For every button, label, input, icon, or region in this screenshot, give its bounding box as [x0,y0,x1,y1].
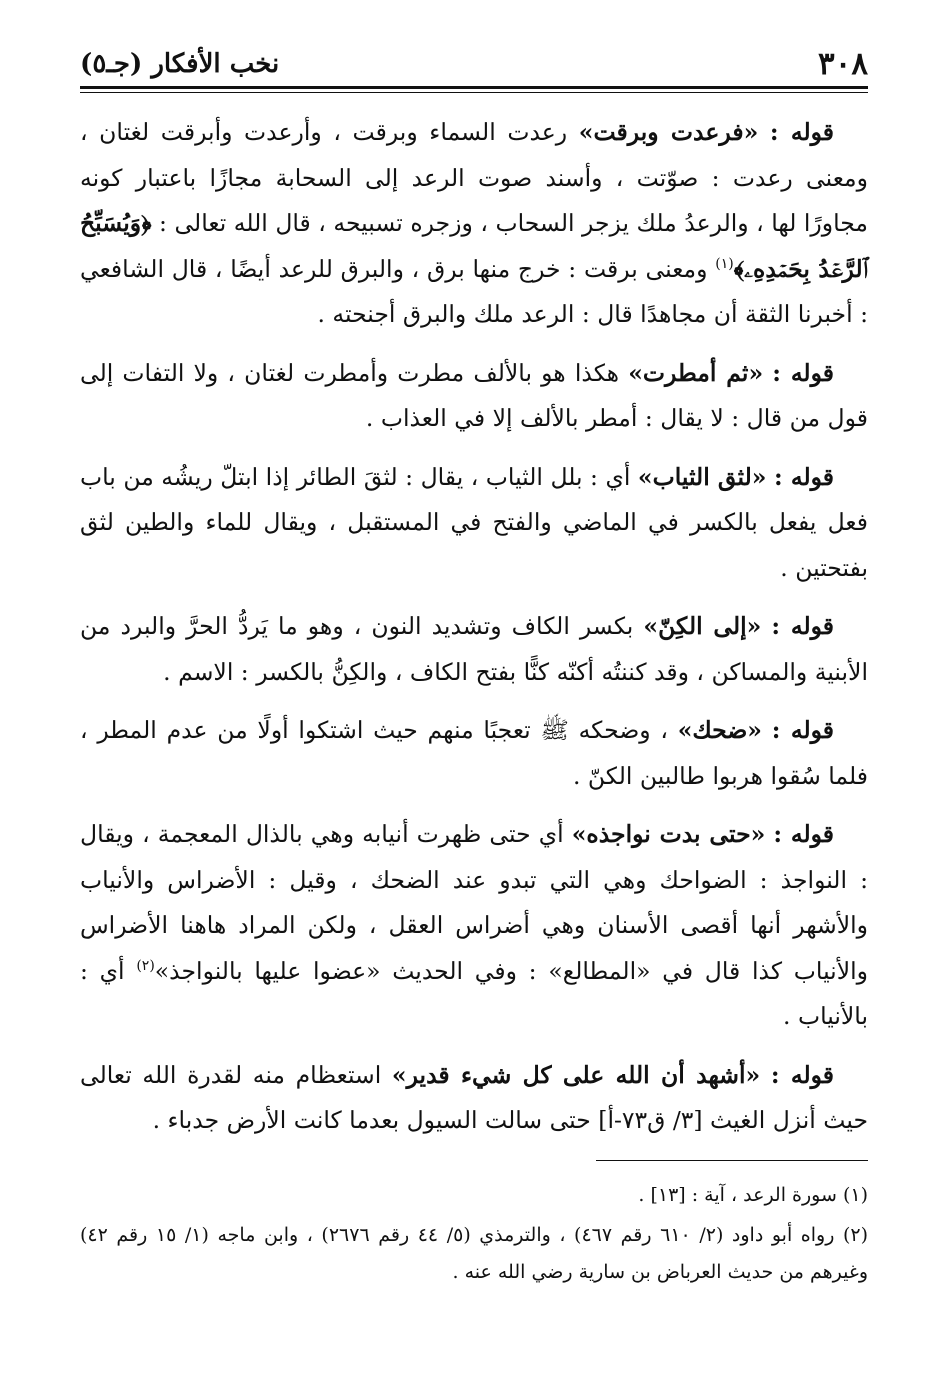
commentary-paragraph [80,812,868,1040]
paragraph-label: قوله : [773,820,834,848]
footnote-ref: (١) [715,255,734,272]
running-title: نخب الأفكار (جـ٥) [80,49,280,79]
page-header [80,44,868,84]
paragraph-text: هكذا هو بالألف مطرت وأمطرت لغتان ، ولا التفات إلى قول من قال : لا يقال : أمطر بالألف إلا في العذاب . [80,358,868,432]
paragraph-text: ، وضحكه ﷺ تعجبًا منهم حيث اشتكوا أولًا من عدم المطر ، فلما سُقوا هربوا طالبين الكنّ . [80,716,868,790]
paragraph-text-continued: ومعنى برقت : خرج منها برق ، والبرق للرعد أيضًا ، قال الشافعي : أخبرنا الثقة أن مجاهدًا قال : الرعد ملك والبرق أجنحته . [80,254,868,328]
paragraph-label: قوله : [771,716,834,744]
paragraph-label: قوله : [771,612,834,640]
paragraph-label: قوله : [773,462,834,491]
quran-quote: ﴿وَيُسَبِّحُ ٱلرَّعۡدُ بِحَمۡدِهِۦ﴾ [80,209,868,283]
paragraph-text: أي حتى ظهرت أنيابه وهي بالذال المعجمة ، ويقال : النواجذ : الضواحك وهي التي تبدو عند الضحك ، وقيل : الأضراس والأنياب والأشهر أنها أقصى الأسنان وهي أضراس العقل ، ولكن المراد هاهنا الأضراس والأنياب كذا قال في «المطالع» : وفي الحديث «عضوا عليها بالنواجذ» [80,820,868,985]
footnotes [80,1177,868,1294]
footnote-separator [596,1160,868,1161]
paragraph-label: قوله : [772,358,834,387]
commentary-paragraph [80,708,868,799]
paragraph-text: أي : بلل الثياب ، يقال : لثقَ الطائر إذا ابتلّ ريشُه من باب فعل يفعل بالكسر في الماضي والفتح في المستقبل ، ويقال للماء والطين لثق بفتحتين . [80,462,868,582]
footnote: (٢) رواه أبو داود (٢/ ٦١٠ رقم ٤٦٧) ، والترمذي (٥/ ٤٤ رقم ٢٦٧٦) ، وابن ماجه (١/ ١٥ رقم ٤٢) وغيرهم من حديث العرباض بن سارية رضي الله عنه . [80,1224,869,1283]
commentary-paragraph [80,604,868,695]
quoted-term: «لثق الثياب» [637,462,767,491]
quoted-term: «أشهد أن الله على كل شيء قدير» [391,1060,761,1089]
commentary-paragraph [80,1053,868,1144]
page-number: ٣٠٨ [818,46,868,82]
commentary-paragraph [80,455,868,592]
footnote-ref: (٢) [136,957,155,974]
quoted-term: «ضحك» [677,716,762,744]
paragraph-label: قوله : [770,1060,834,1089]
paragraph-text: رعدت السماء وبرقت ، وأرعدت وأبرقت لغتان ، ومعنى رعدت : صوّتت ، وأسند صوت الرعد إلى السحابة مجازًا باعتبار كونه مجاورًا لها ، والرعدُ ملك يزجر السحاب ، وزجره تسبيحه ، قال الله تعالى : [80,118,868,237]
quoted-term: «إلى الكِنّ» [643,612,762,640]
main-text [80,110,868,1157]
header-rule-thick [80,86,868,89]
header-rule-thin [80,92,868,93]
paragraph-text: استعظام منه لقدرة الله تعالى حيث أنزل الغيث [٣/ ق٧٣-أ] حتى سالت السيول بعدما كانت الأرض جدباء . [80,1060,868,1134]
paragraph-text: بكسر الكاف وتشديد النون ، وهو ما يَردُّ الحرَّ والبرد من الأبنية والمساكن ، وقد كننتُه أكنّه كنًّا بفتح الكاف ، والكِنُّ بالكسر : الاسم . [80,612,868,686]
quoted-term: «ثم أمطرت» [628,358,764,387]
quoted-term: «فرعدت وبرقت» [578,118,759,146]
paragraph-text-continued: أي : بالأنياب . [80,956,868,1030]
paragraph-label: قوله : [769,118,834,146]
footnote: (١) سورة الرعد ، آية : [١٣] . [638,1184,868,1206]
commentary-paragraph [80,110,868,338]
commentary-paragraph [80,351,868,442]
quoted-term: «حتى بدت نواجذه» [571,820,766,848]
